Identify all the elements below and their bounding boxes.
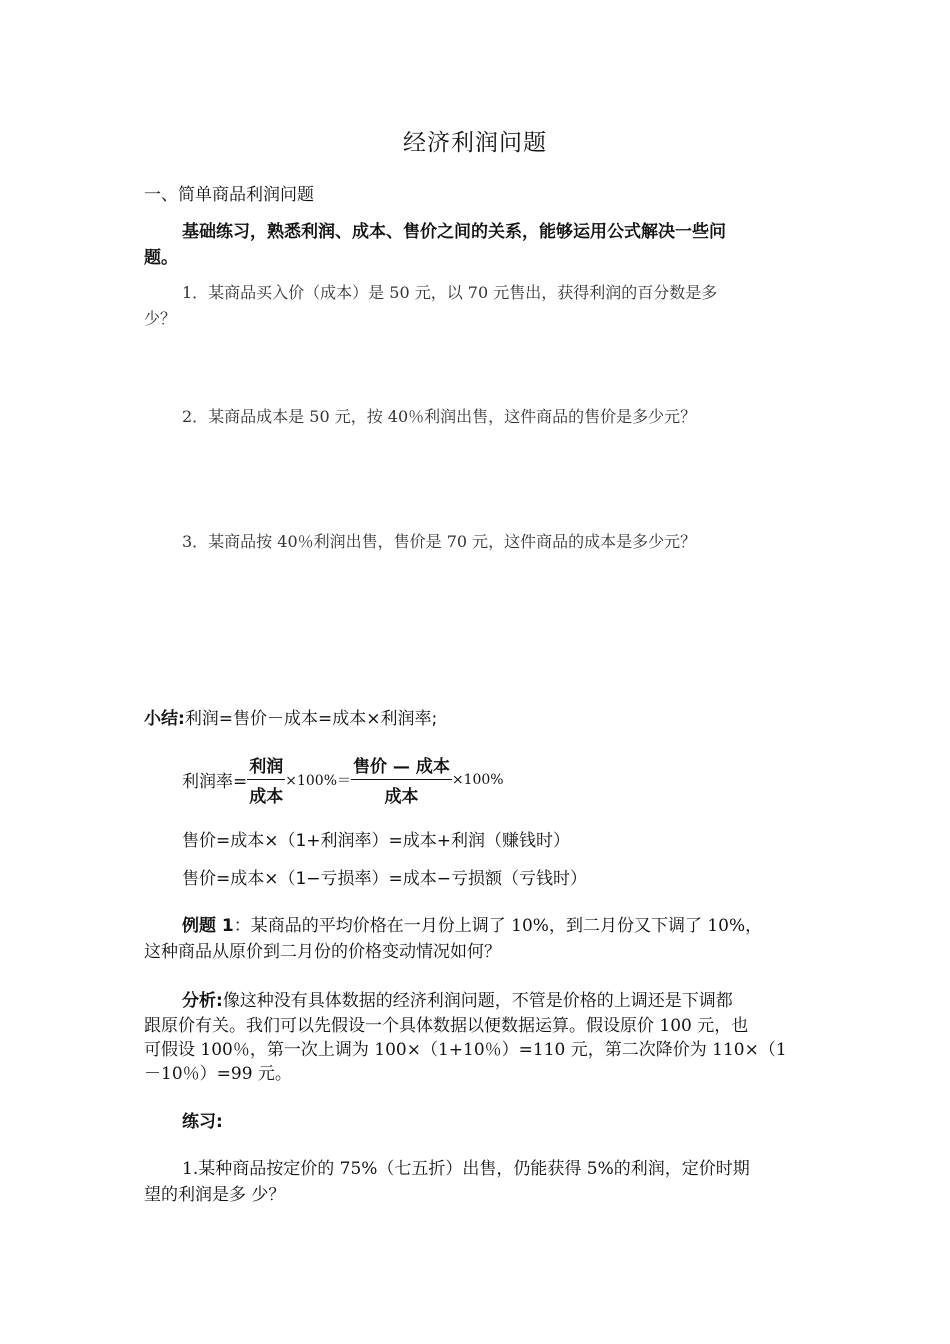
- question-2: 2．某商品成本是 50 元，按 40％利润出售，这件商品的售价是多少元？: [182, 407, 697, 426]
- fraction-2-numerator: 售价 — 成本: [351, 752, 452, 780]
- page-title: 经济利润问题: [403, 130, 547, 156]
- example-1-line-2: 这种商品从原价到二月份的价格变动情况如何？: [144, 942, 501, 962]
- analysis-line-2: 跟原价有关。我们可以先假设一个具体数据以便数据运算。假设原价 100 元，也: [144, 1016, 749, 1036]
- times-100-percent: ×100%: [451, 771, 504, 788]
- example-1-text: ：某商品的平均价格在一月份上调了 10%，到二月份又下调了 10%，: [233, 916, 763, 936]
- summary-line: [144, 704, 437, 729]
- times-100-percent-equals: ×100%＝: [285, 772, 352, 789]
- profit-rate-formula: [182, 752, 504, 807]
- fraction-price-minus-cost-over-cost: [351, 752, 452, 807]
- price-formula-gain: 售价=成本×（1+利润率）=成本+利润（赚钱时）: [182, 831, 571, 851]
- analysis-line-4: －10％）=99 元。: [144, 1064, 292, 1084]
- profit-rate-label: 利润率=: [182, 772, 248, 792]
- price-formula-loss: 售价=成本×（1−亏损率）=成本−亏损额（亏钱时）: [182, 869, 588, 889]
- summary-colon: :: [178, 709, 185, 729]
- practice-1-line-2: 望的利润是多 少？: [144, 1185, 286, 1205]
- fraction-1-denominator: 成本: [249, 787, 284, 807]
- fraction-2-denominator: 成本: [384, 787, 419, 807]
- summary-label: 小结: [144, 709, 178, 729]
- practice-label: 练习:: [182, 1112, 223, 1132]
- question-1-line-1: 1．某商品买入价（成本）是 50 元，以 70 元售出，获得利润的百分数是多: [182, 283, 718, 302]
- fraction-profit-over-cost: [247, 752, 285, 807]
- section-heading: 一、简单商品利润问题: [144, 185, 314, 205]
- fraction-1-numerator: 利润: [247, 752, 285, 780]
- example-1-label: 例题 1: [182, 916, 234, 936]
- analysis-line-1: [182, 986, 733, 1011]
- analysis-line-3: 可假设 100％，第一次上调为 100×（1+10％）=110 元，第二次降价为 110×（1: [144, 1040, 787, 1060]
- analysis-label: 分析:: [182, 991, 223, 1011]
- analysis-text-1: 像这种没有具体数据的经济利润问题，不管是价格的上调还是下调都: [222, 991, 733, 1011]
- question-3: 3．某商品按 40％利润出售，售价是 70 元，这件商品的成本是多少元？: [182, 532, 697, 551]
- intro-line-2: 题。: [144, 248, 178, 268]
- summary-text: 利润=售价－成本=成本×利润率;: [184, 709, 438, 729]
- example-1-line-1: [182, 911, 762, 936]
- question-1-line-2: 少？: [144, 309, 177, 328]
- practice-1-line-1: 1.某种商品按定价的 75%（七五折）出售，仍能获得 5%的利润，定价时期: [182, 1159, 750, 1179]
- intro-line-1: 基础练习，熟悉利润、成本、售价之间的关系，能够运用公式解决一些问: [182, 222, 726, 242]
